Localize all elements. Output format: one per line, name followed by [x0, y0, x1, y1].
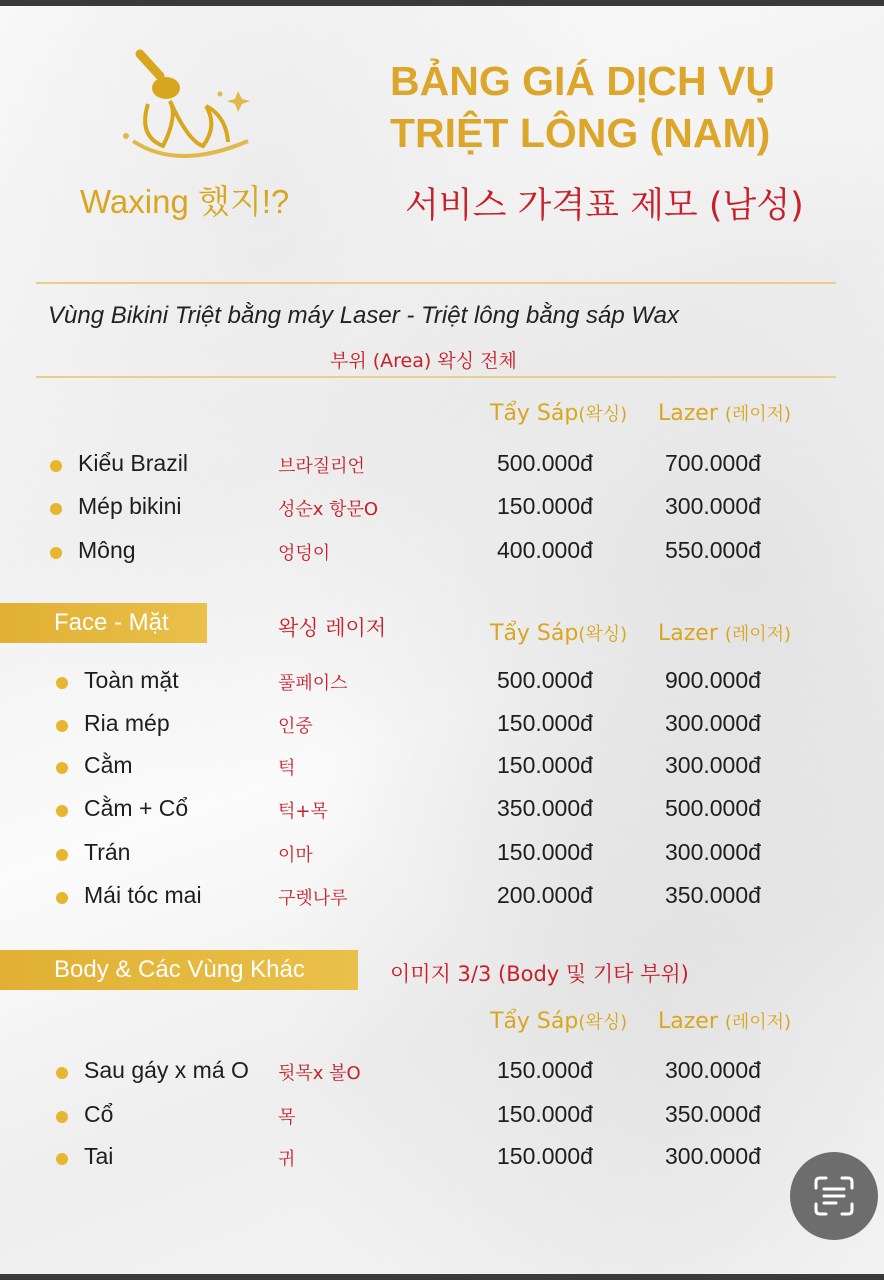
- wax-price: 150.000đ: [497, 752, 593, 778]
- page-title-line2: TRIỆT LÔNG (NAM): [390, 110, 771, 156]
- service-name: Sau gáy x má O: [84, 1057, 249, 1083]
- service-name-korean: 성순x 항문O: [278, 499, 379, 520]
- service-name-korean: 뒷목x 볼O: [278, 1063, 361, 1084]
- list-item: [0, 493, 884, 525]
- list-item: [0, 667, 884, 699]
- wax-price: 200.000đ: [497, 882, 593, 908]
- service-name: Trán: [84, 839, 131, 865]
- column-header-laser: Lazer (레이저): [658, 1009, 792, 1034]
- wax-price: 400.000đ: [497, 537, 593, 563]
- bottom-edge: [0, 1274, 884, 1280]
- divider: [36, 376, 836, 378]
- laser-price: 350.000đ: [665, 882, 761, 908]
- bullet-icon: [56, 1153, 68, 1165]
- bullet-icon: [56, 805, 68, 817]
- wax-price: 150.000đ: [497, 1143, 593, 1169]
- bullet-icon: [56, 849, 68, 861]
- service-name: Toàn mặt: [84, 667, 179, 693]
- service-name: Mông: [78, 537, 136, 563]
- list-item: [0, 537, 884, 569]
- service-name: Tai: [84, 1143, 114, 1169]
- laser-price: 350.000đ: [665, 1101, 761, 1127]
- list-item: [0, 1143, 884, 1175]
- divider: [36, 282, 836, 284]
- wax-price: 150.000đ: [497, 1101, 593, 1127]
- list-item: [0, 839, 884, 871]
- wax-price: 150.000đ: [497, 710, 593, 736]
- list-item: [0, 1057, 884, 1089]
- body-section-note: 이미지 3/3 (Body 및 기타 부위): [390, 962, 689, 986]
- laser-price: 550.000đ: [665, 537, 761, 563]
- face-section-note: 왁싱 레이저: [278, 616, 387, 640]
- brand-logo: [80, 46, 320, 226]
- laser-price: 700.000đ: [665, 450, 761, 476]
- body-section-band: Body & Các Vùng Khác: [0, 950, 358, 990]
- laser-price: 500.000đ: [665, 795, 761, 821]
- bullet-icon: [56, 1067, 68, 1079]
- service-name-korean: 구렛나루: [278, 888, 348, 909]
- wax-spatula-logo-icon: [108, 46, 258, 176]
- column-header-laser: Lazer (레이저): [658, 621, 792, 646]
- bullet-icon: [56, 892, 68, 904]
- bullet-icon: [56, 677, 68, 689]
- list-item: [0, 882, 884, 914]
- list-item: [0, 752, 884, 784]
- brand-name: Waxing 했지!?: [80, 183, 290, 220]
- laser-price: 300.000đ: [665, 752, 761, 778]
- list-item: [0, 710, 884, 742]
- service-name-korean: 이마: [278, 845, 313, 866]
- service-name-korean: 귀: [278, 1149, 296, 1170]
- list-item: [0, 450, 884, 482]
- list-item: [0, 1101, 884, 1133]
- service-name-korean: 브라질리언: [278, 456, 365, 477]
- text-scan-icon: [812, 1174, 856, 1218]
- service-name: Cổ: [84, 1101, 114, 1127]
- bullet-icon: [56, 762, 68, 774]
- list-item: [0, 795, 884, 827]
- service-name-korean: 엉덩이: [278, 543, 331, 564]
- column-header-wax: Tẩy Sáp(왁싱): [490, 621, 628, 646]
- laser-price: 900.000đ: [665, 667, 761, 693]
- wax-price: 150.000đ: [497, 493, 593, 519]
- column-header-laser: Lazer (레이저): [658, 401, 792, 426]
- page-title-korean: 서비스 가격표 제모 (남성): [405, 186, 804, 226]
- service-name: Cằm + Cổ: [84, 795, 189, 821]
- service-name-korean: 목: [278, 1107, 296, 1128]
- service-name: Mép bikini: [78, 493, 182, 519]
- laser-price: 300.000đ: [665, 1057, 761, 1083]
- bullet-icon: [56, 1111, 68, 1123]
- price-list-image: [0, 6, 884, 1274]
- laser-price: 300.000đ: [665, 1143, 761, 1169]
- laser-price: 300.000đ: [665, 493, 761, 519]
- face-section-band: Face - Mặt: [0, 603, 207, 643]
- service-name: Cằm: [84, 752, 133, 778]
- bullet-icon: [56, 720, 68, 732]
- service-name-korean: 인중: [278, 716, 313, 737]
- service-name-korean: 풀페이스: [278, 673, 348, 694]
- wax-price: 500.000đ: [497, 450, 593, 476]
- wax-price: 150.000đ: [497, 839, 593, 865]
- service-name: Mái tóc mai: [84, 882, 202, 908]
- service-name-korean: 턱+목: [278, 801, 328, 822]
- column-header-wax: Tẩy Sáp(왁싱): [490, 401, 628, 426]
- laser-price: 300.000đ: [665, 839, 761, 865]
- wax-price: 500.000đ: [497, 667, 593, 693]
- column-header-wax: Tẩy Sáp(왁싱): [490, 1009, 628, 1034]
- service-name: Kiểu Brazil: [78, 450, 188, 476]
- laser-price: 300.000đ: [665, 710, 761, 736]
- service-name-korean: 턱: [278, 758, 296, 779]
- bullet-icon: [50, 460, 62, 472]
- page-title-line1: BẢNG GIÁ DỊCH VỤ: [390, 58, 775, 104]
- bullet-icon: [50, 547, 62, 559]
- text-scan-button[interactable]: [790, 1152, 878, 1240]
- bullet-icon: [50, 503, 62, 515]
- service-name: Ria mép: [84, 710, 170, 736]
- bikini-section-subheading: 부위 (Area) 왁싱 전체: [330, 350, 517, 372]
- bikini-section-heading: Vùng Bikini Triệt bằng máy Laser - Triệt lông bằng sáp Wax: [48, 302, 679, 329]
- wax-price: 350.000đ: [497, 795, 593, 821]
- wax-price: 150.000đ: [497, 1057, 593, 1083]
